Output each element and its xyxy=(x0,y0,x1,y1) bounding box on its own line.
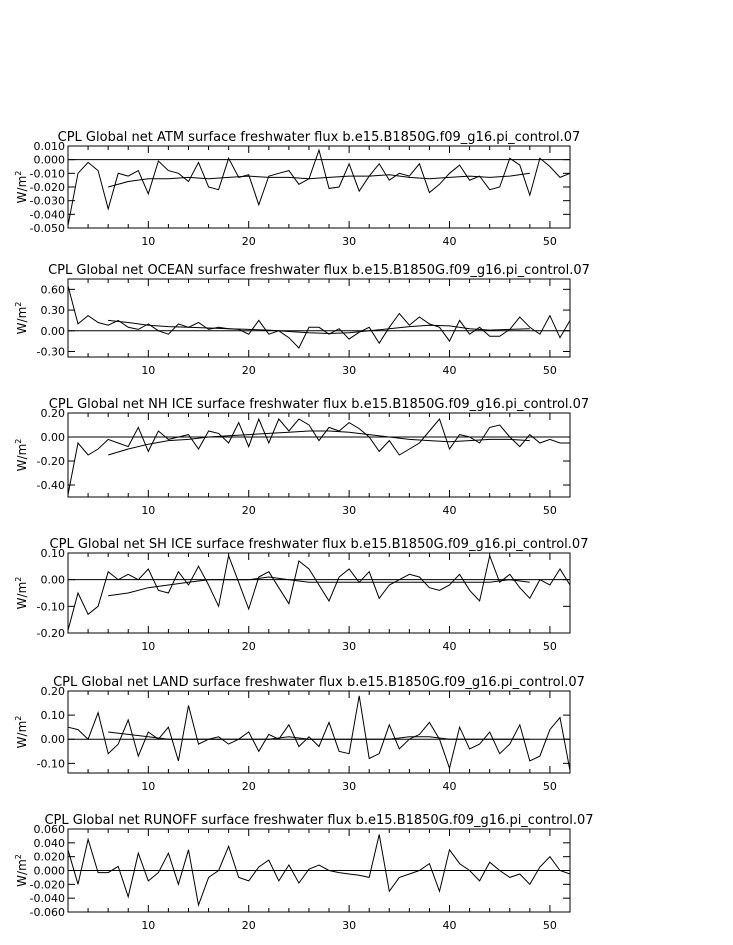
series-annual xyxy=(68,556,570,631)
x-tick-label: 20 xyxy=(241,780,256,793)
y-axis-label-text: W/m xyxy=(15,175,29,204)
y-tick-label: 0.000 xyxy=(33,864,65,878)
x-tick-label: 10 xyxy=(141,640,156,653)
y-tick-label: -0.20 xyxy=(36,455,65,468)
y-axis-label-sup: 2 xyxy=(14,576,23,582)
y-tick-label: 0.000 xyxy=(33,153,65,167)
panel-6 xyxy=(14,813,594,932)
x-tick-label: 10 xyxy=(141,364,156,377)
panel-4 xyxy=(14,537,588,653)
panel-5 xyxy=(14,675,585,793)
plot-frame xyxy=(68,553,570,633)
x-tick-label: 10 xyxy=(141,919,156,932)
x-tick-label: 20 xyxy=(241,504,256,517)
y-axis-label xyxy=(14,302,29,335)
y-tick-label: 0.040 xyxy=(33,836,65,850)
y-tick-label: -0.040 xyxy=(29,208,65,222)
y-tick-label: -0.10 xyxy=(36,600,65,614)
plot-frame xyxy=(68,279,570,357)
x-tick-label: 20 xyxy=(241,919,256,932)
y-axis-label-sup: 2 xyxy=(14,854,23,860)
y-tick-label: 0.020 xyxy=(33,850,65,864)
y-tick-label: 0.60 xyxy=(40,283,65,297)
x-tick-label: 40 xyxy=(442,504,457,517)
series-annual xyxy=(68,150,570,225)
y-tick-label: -0.020 xyxy=(29,878,65,892)
y-tick-label: 0.060 xyxy=(33,823,65,836)
series-annual xyxy=(68,696,570,771)
y-tick-label: -0.050 xyxy=(29,222,65,235)
y-axis-label-text: W/m xyxy=(15,306,29,335)
x-tick-label: 30 xyxy=(342,919,357,932)
y-tick-label: -0.020 xyxy=(29,181,65,194)
x-tick-label: 10 xyxy=(141,235,156,248)
panel-title: CPL Global net ATM surface freshwater flux b.e15.B1850G.f09_g16.pi_control.07 xyxy=(57,130,581,145)
y-tick-label: -0.060 xyxy=(29,906,65,919)
x-tick-label: 50 xyxy=(542,364,557,377)
x-tick-label: 30 xyxy=(342,780,357,793)
x-tick-label: 40 xyxy=(442,640,457,653)
x-tick-label: 40 xyxy=(442,364,457,377)
y-axis-label-sup: 2 xyxy=(14,715,23,721)
y-tick-label: 0.20 xyxy=(40,685,65,698)
x-tick-label: 50 xyxy=(542,780,557,793)
x-tick-label: 30 xyxy=(342,235,357,248)
series-annual xyxy=(68,286,570,348)
series-annual xyxy=(68,419,570,495)
x-tick-label: 10 xyxy=(141,780,156,793)
y-axis-label xyxy=(14,171,29,204)
y-tick-label: -0.30 xyxy=(36,345,65,359)
y-axis-label-text: W/m xyxy=(15,443,29,472)
y-axis-label-sup: 2 xyxy=(14,438,23,444)
x-tick-label: 10 xyxy=(141,504,156,517)
y-tick-label: -0.10 xyxy=(36,757,65,771)
x-tick-label: 50 xyxy=(542,504,557,517)
y-axis-label-sup: 2 xyxy=(14,170,23,176)
x-tick-label: 50 xyxy=(542,640,557,653)
y-tick-label: -0.40 xyxy=(36,479,65,492)
plot-frame xyxy=(68,146,570,228)
series-annual xyxy=(68,835,570,906)
x-tick-label: 40 xyxy=(442,235,457,248)
x-tick-label: 30 xyxy=(342,504,357,517)
panel-title: CPL Global net OCEAN surface freshwater flux b.e15.B1850G.f09_g16.pi_control.07 xyxy=(48,263,590,278)
panel-3 xyxy=(14,397,589,517)
x-tick-label: 20 xyxy=(241,235,256,248)
x-tick-label: 30 xyxy=(342,364,357,377)
x-tick-label: 30 xyxy=(342,640,357,653)
y-tick-label: -0.030 xyxy=(29,194,65,208)
y-tick-label: 0.10 xyxy=(40,709,65,723)
y-tick-label: 0.20 xyxy=(40,407,65,420)
x-tick-label: 50 xyxy=(542,919,557,932)
y-tick-label: 0.10 xyxy=(40,547,65,560)
y-axis-label xyxy=(14,439,29,472)
panel-1 xyxy=(14,130,580,248)
plot-frame xyxy=(68,413,570,497)
panel-title: CPL Global net RUNOFF surface freshwater flux b.e15.B1850G.f09_g16.pi_control.07 xyxy=(44,813,594,828)
series-running-mean xyxy=(108,431,530,455)
y-axis-label xyxy=(14,716,29,749)
y-axis-label xyxy=(14,854,29,887)
y-axis-label-text: W/m xyxy=(15,581,29,610)
y-axis-label xyxy=(14,577,29,610)
y-axis-label-text: W/m xyxy=(15,720,29,749)
panel-2 xyxy=(14,263,590,377)
x-tick-label: 20 xyxy=(241,640,256,653)
y-tick-label: -0.20 xyxy=(36,627,65,640)
x-tick-label: 20 xyxy=(241,364,256,377)
y-tick-label: 0.00 xyxy=(40,431,65,444)
y-tick-label: 0.00 xyxy=(40,324,65,338)
y-tick-label: -0.040 xyxy=(29,892,65,906)
panel-title: CPL Global net SH ICE surface freshwater flux b.e15.B1850G.f09_g16.pi_control.07 xyxy=(49,537,589,552)
y-tick-label: -0.010 xyxy=(29,167,65,181)
x-tick-label: 50 xyxy=(542,235,557,248)
y-tick-label: 0.010 xyxy=(33,140,65,153)
y-axis-label-sup: 2 xyxy=(14,301,23,307)
y-axis-label-text: W/m xyxy=(15,859,29,887)
y-tick-label: 0.30 xyxy=(40,304,65,318)
y-tick-label: 0.00 xyxy=(40,573,65,587)
x-tick-label: 40 xyxy=(442,919,457,932)
plot-frame xyxy=(68,691,570,773)
y-tick-label: 0.00 xyxy=(40,733,65,747)
panel-title: CPL Global net NH ICE surface freshwater flux b.e15.B1850G.f09_g16.pi_control.07 xyxy=(48,397,590,412)
panel-title: CPL Global net LAND surface freshwater flux b.e15.B1850G.f09_g16.pi_control.07 xyxy=(53,675,585,690)
x-tick-label: 40 xyxy=(442,780,457,793)
